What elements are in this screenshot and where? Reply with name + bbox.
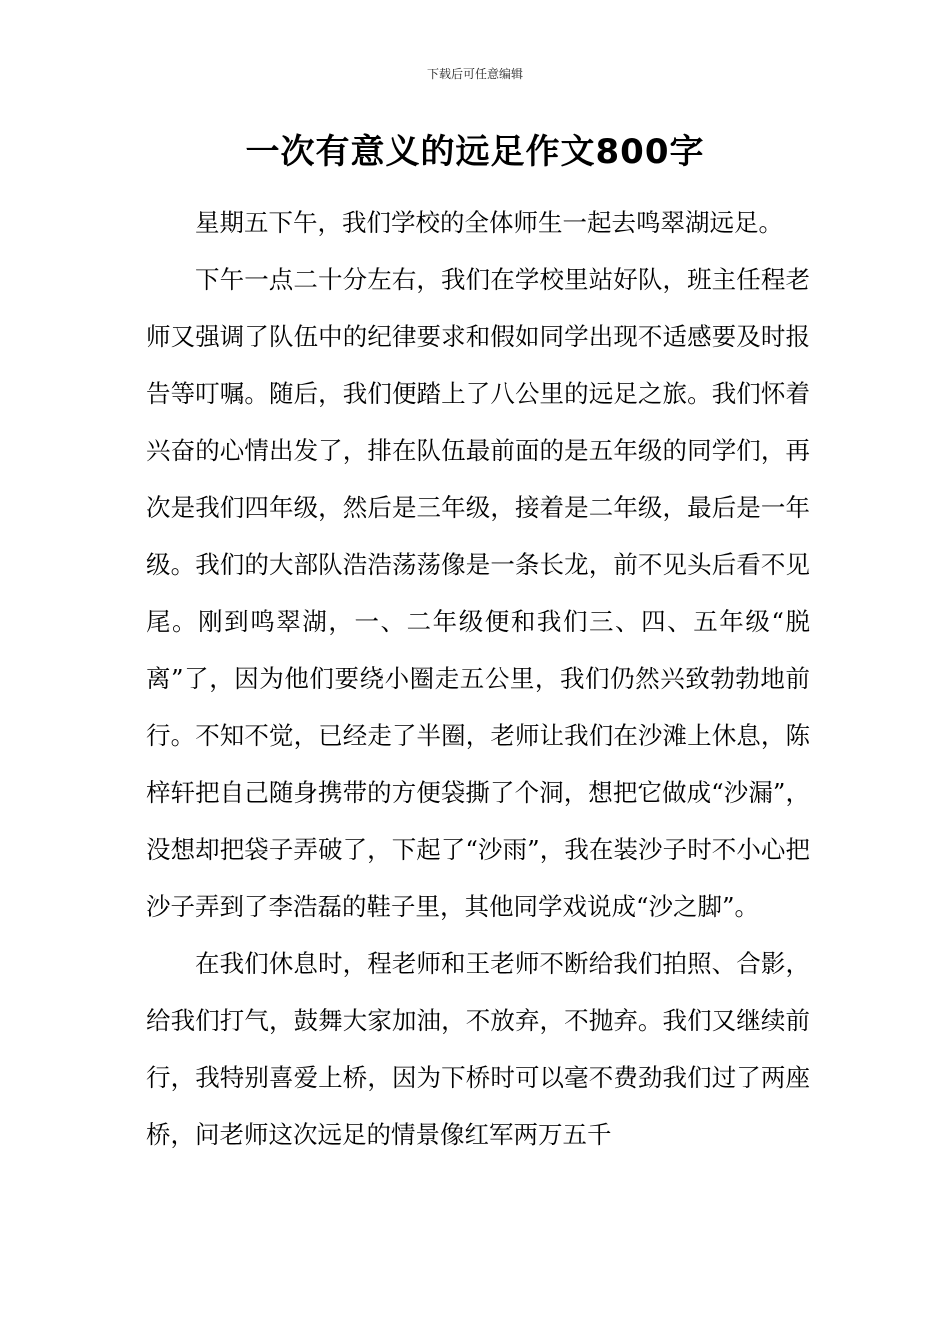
- paragraph: 在我们休息时，程老师和王老师不断给我们拍照、合影，给我们打气，鼓舞大家加油，不放弃，不抛弃。我们又继续前行，我特别喜爱上桥，因为下桥时可以毫不费劲我们过了两座桥，问老师这次远足的情景像红军两万五千: [146, 949, 810, 1149]
- paragraph: 星期五下午，我们学校的全体师生一起去鸣翠湖远足。: [195, 208, 783, 237]
- document-title: 一次有意义的远足作文800字: [245, 132, 705, 172]
- document-body: [146, 194, 810, 1163]
- paragraph: 下午一点二十分左右，我们在学校里站好队，班主任程老师又强调了队伍中的纪律要求和假如同学出现不适感要及时报告等叮嘱。随后，我们便踏上了八公里的远足之旅。我们怀着兴奋的心情出发了，排在队伍最前面的是五年级的同学们，再次是我们四年级，然后是三年级，接着是二年级，最后是一年级。我们的大部队浩浩荡荡像是一条长龙，前不见头后看不见尾。刚到鸣翠湖，一、二年级便和我们三、四、五年级“脱离”了，因为他们要绕小圈走五公里，我们仍然兴致勃勃地前行。不知不觉，已经走了半圈，老师让我们在沙滩上休息，陈梓轩把自己随身携带的方便袋撕了个洞，想把它做成“沙漏”，没想却把袋子弄破了，下起了“沙雨”，我在装沙子时不小心把沙子弄到了李浩磊的鞋子里，其他同学戏说成“沙之脚”。: [146, 265, 810, 921]
- header-note: 下载后可任意编辑: [426, 67, 523, 81]
